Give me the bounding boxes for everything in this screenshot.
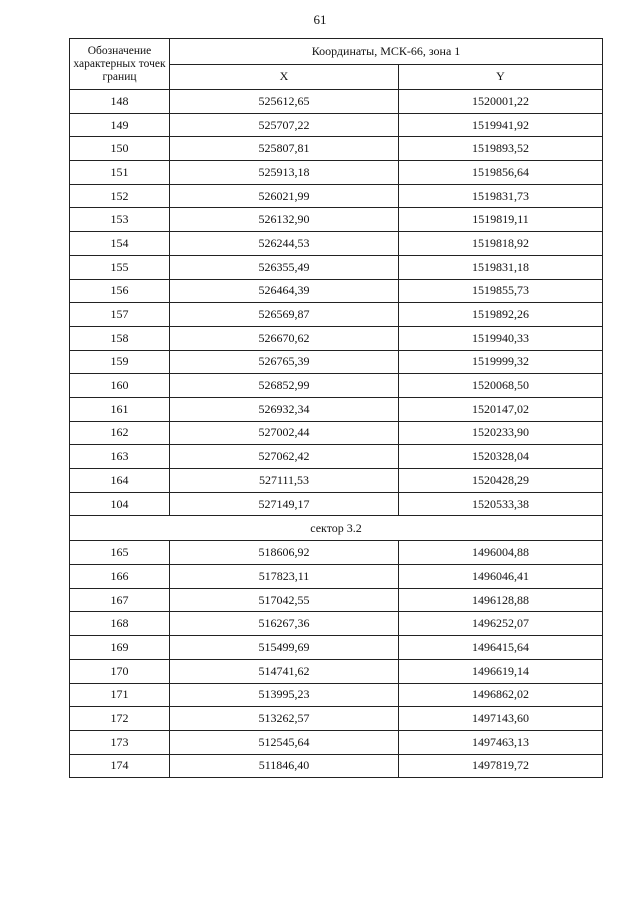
point-cell: 155 (70, 255, 170, 279)
sector-label: сектор 3.2 (70, 516, 603, 541)
point-cell: 152 (70, 184, 170, 208)
x-cell: 526569,87 (170, 303, 399, 327)
y-column-header: Y (399, 64, 603, 90)
table-row (70, 636, 603, 660)
point-cell: 172 (70, 707, 170, 731)
y-cell: 1519892,26 (399, 303, 603, 327)
y-cell: 1520147,02 (399, 397, 603, 421)
y-cell: 1520328,04 (399, 445, 603, 469)
y-cell: 1519999,32 (399, 350, 603, 374)
point-cell: 157 (70, 303, 170, 327)
coordinates-header: Координаты, МСК-66, зона 1 (170, 39, 603, 65)
x-cell: 526932,34 (170, 397, 399, 421)
page-number: 61 (313, 12, 327, 27)
table-row (70, 730, 603, 754)
table-row (70, 683, 603, 707)
x-cell: 515499,69 (170, 636, 399, 660)
x-cell: 526765,39 (170, 350, 399, 374)
point-cell: 163 (70, 445, 170, 469)
x-cell: 525612,65 (170, 90, 399, 114)
y-cell: 1519856,64 (399, 161, 603, 185)
sector-group-header (70, 516, 603, 541)
y-cell: 1497463,13 (399, 730, 603, 754)
y-cell: 1496862,02 (399, 683, 603, 707)
point-cell: 150 (70, 137, 170, 161)
table-row (70, 588, 603, 612)
x-cell: 525707,22 (170, 113, 399, 137)
point-column-header: Обозначение характерных точек границ (70, 39, 170, 90)
table-row (70, 350, 603, 374)
point-cell: 160 (70, 374, 170, 398)
table-row (70, 612, 603, 636)
table-row (70, 255, 603, 279)
table-row (70, 445, 603, 469)
x-column-header: X (170, 64, 399, 90)
table-row (70, 707, 603, 731)
x-cell: 525807,81 (170, 137, 399, 161)
point-cell: 148 (70, 90, 170, 114)
point-cell: 169 (70, 636, 170, 660)
point-cell: 162 (70, 421, 170, 445)
table-row (70, 279, 603, 303)
point-cell: 164 (70, 469, 170, 493)
table-row (70, 184, 603, 208)
point-cell: 167 (70, 588, 170, 612)
sector-row (70, 516, 603, 541)
x-cell: 527149,17 (170, 492, 399, 516)
y-cell: 1497819,72 (399, 754, 603, 778)
table-row (70, 137, 603, 161)
y-cell: 1519831,18 (399, 255, 603, 279)
point-cell: 170 (70, 659, 170, 683)
table-row (70, 397, 603, 421)
y-cell: 1496004,88 (399, 541, 603, 565)
table-row (70, 541, 603, 565)
point-cell: 165 (70, 541, 170, 565)
x-cell: 527111,53 (170, 469, 399, 493)
table-row (70, 659, 603, 683)
x-cell: 526464,39 (170, 279, 399, 303)
point-cell: 173 (70, 730, 170, 754)
table-row (70, 469, 603, 493)
x-cell: 517823,11 (170, 565, 399, 589)
table-row (70, 374, 603, 398)
y-cell: 1520533,38 (399, 492, 603, 516)
point-cell: 161 (70, 397, 170, 421)
y-cell: 1496415,64 (399, 636, 603, 660)
point-cell: 166 (70, 565, 170, 589)
x-cell: 516267,36 (170, 612, 399, 636)
x-cell: 526244,53 (170, 232, 399, 256)
table-row (70, 754, 603, 778)
point-cell: 104 (70, 492, 170, 516)
x-cell: 526132,90 (170, 208, 399, 232)
y-cell: 1519818,92 (399, 232, 603, 256)
y-cell: 1496046,41 (399, 565, 603, 589)
point-cell: 168 (70, 612, 170, 636)
table-row (70, 492, 603, 516)
y-cell: 1519819,11 (399, 208, 603, 232)
x-cell: 513262,57 (170, 707, 399, 731)
x-cell: 526852,99 (170, 374, 399, 398)
x-cell: 517042,55 (170, 588, 399, 612)
point-cell: 171 (70, 683, 170, 707)
y-cell: 1496619,14 (399, 659, 603, 683)
point-cell: 149 (70, 113, 170, 137)
coordinates-table (69, 38, 603, 778)
table-row (70, 421, 603, 445)
table-row (70, 113, 603, 137)
sector-group-2 (70, 541, 603, 778)
table-row (70, 326, 603, 350)
point-cell: 159 (70, 350, 170, 374)
y-cell: 1519893,52 (399, 137, 603, 161)
x-cell: 525913,18 (170, 161, 399, 185)
point-cell: 153 (70, 208, 170, 232)
y-cell: 1497143,60 (399, 707, 603, 731)
y-cell: 1496252,07 (399, 612, 603, 636)
y-cell: 1520428,29 (399, 469, 603, 493)
table-row (70, 232, 603, 256)
x-cell: 511846,40 (170, 754, 399, 778)
x-cell: 512545,64 (170, 730, 399, 754)
x-cell: 526355,49 (170, 255, 399, 279)
y-cell: 1496128,88 (399, 588, 603, 612)
table-row (70, 161, 603, 185)
y-cell: 1520001,22 (399, 90, 603, 114)
y-cell: 1519940,33 (399, 326, 603, 350)
x-cell: 527002,44 (170, 421, 399, 445)
y-cell: 1519941,92 (399, 113, 603, 137)
y-cell: 1520233,90 (399, 421, 603, 445)
point-cell: 158 (70, 326, 170, 350)
table-row (70, 90, 603, 114)
y-cell: 1519831,73 (399, 184, 603, 208)
sector-group-1 (70, 90, 603, 516)
table-row (70, 303, 603, 327)
point-cell: 154 (70, 232, 170, 256)
y-cell: 1519855,73 (399, 279, 603, 303)
x-cell: 526021,99 (170, 184, 399, 208)
table-row (70, 208, 603, 232)
x-cell: 527062,42 (170, 445, 399, 469)
x-cell: 514741,62 (170, 659, 399, 683)
x-cell: 513995,23 (170, 683, 399, 707)
y-cell: 1520068,50 (399, 374, 603, 398)
point-cell: 174 (70, 754, 170, 778)
x-cell: 526670,62 (170, 326, 399, 350)
x-cell: 518606,92 (170, 541, 399, 565)
point-cell: 151 (70, 161, 170, 185)
table-row (70, 565, 603, 589)
point-cell: 156 (70, 279, 170, 303)
